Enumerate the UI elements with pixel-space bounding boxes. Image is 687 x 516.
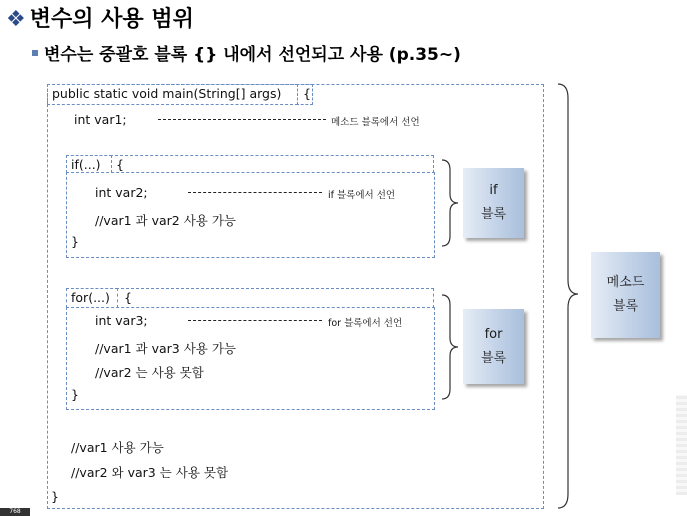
var1-declaration: int var1;: [74, 112, 127, 127]
var1-leader-line: [158, 119, 326, 120]
for-comment-1: //var1 과 var3 사용 가능: [95, 341, 236, 356]
if-block-label-line-2: 블록: [480, 207, 507, 222]
main-comment-1: //var1 사용 가능: [71, 440, 164, 455]
method-brace-icon: [556, 82, 580, 510]
method-block-label-line-1: 메소드: [606, 275, 645, 290]
var2-note: if 블록에서 선언: [328, 190, 396, 201]
if-open-brace: {: [116, 157, 124, 172]
if-block-label-line-1: if: [489, 183, 498, 198]
var2-leader-line: [188, 192, 322, 193]
if-close-brace: }: [71, 234, 79, 249]
page-title: [6, 2, 194, 33]
diamond-bullet-icon: ❖: [6, 7, 26, 32]
method-block-label: [591, 252, 660, 338]
if-block-label: [463, 168, 524, 238]
var3-leader-line: [188, 320, 322, 321]
for-header: for(...): [71, 290, 110, 305]
method-block-label-line-2: 블록: [612, 299, 639, 314]
for-open-brace: {: [124, 290, 132, 305]
page-subtitle-text: 변수는 중괄호 블록 {} 내에서 선언되고 사용 (p.35~): [44, 45, 461, 65]
var1-note: 메소드 블록에서 선언: [331, 117, 420, 128]
if-open-box: [110, 155, 434, 173]
for-brace-icon: [440, 293, 460, 401]
var3-note: for 블록에서 선언: [328, 318, 403, 329]
for-block-label: [463, 309, 524, 384]
square-bullet-icon: [32, 50, 38, 56]
if-brace-icon: [440, 158, 460, 248]
if-comment: //var1 과 var2 사용 가능: [95, 213, 236, 228]
if-header: if(...): [71, 157, 101, 172]
main-open-brace: {: [303, 86, 311, 101]
for-open-box: [116, 288, 434, 308]
for-comment-2: //var2 는 사용 못함: [95, 365, 204, 380]
for-block-label-line-2: 블록: [480, 350, 507, 366]
main-close-brace: }: [51, 489, 59, 504]
page-subtitle: [32, 40, 461, 65]
for-block-label-line-1: for: [484, 326, 503, 342]
slide-number: 768: [0, 508, 30, 516]
var2-declaration: int var2;: [95, 185, 148, 200]
decorative-watermark: [676, 395, 687, 495]
var3-declaration: int var3;: [95, 313, 148, 328]
page-title-text: 변수의 사용 범위: [29, 7, 194, 32]
for-close-brace: }: [71, 387, 79, 402]
main-comment-2: //var2 와 var3 는 사용 못함: [71, 465, 229, 480]
main-header: public static void main(String[] args): [52, 86, 282, 101]
